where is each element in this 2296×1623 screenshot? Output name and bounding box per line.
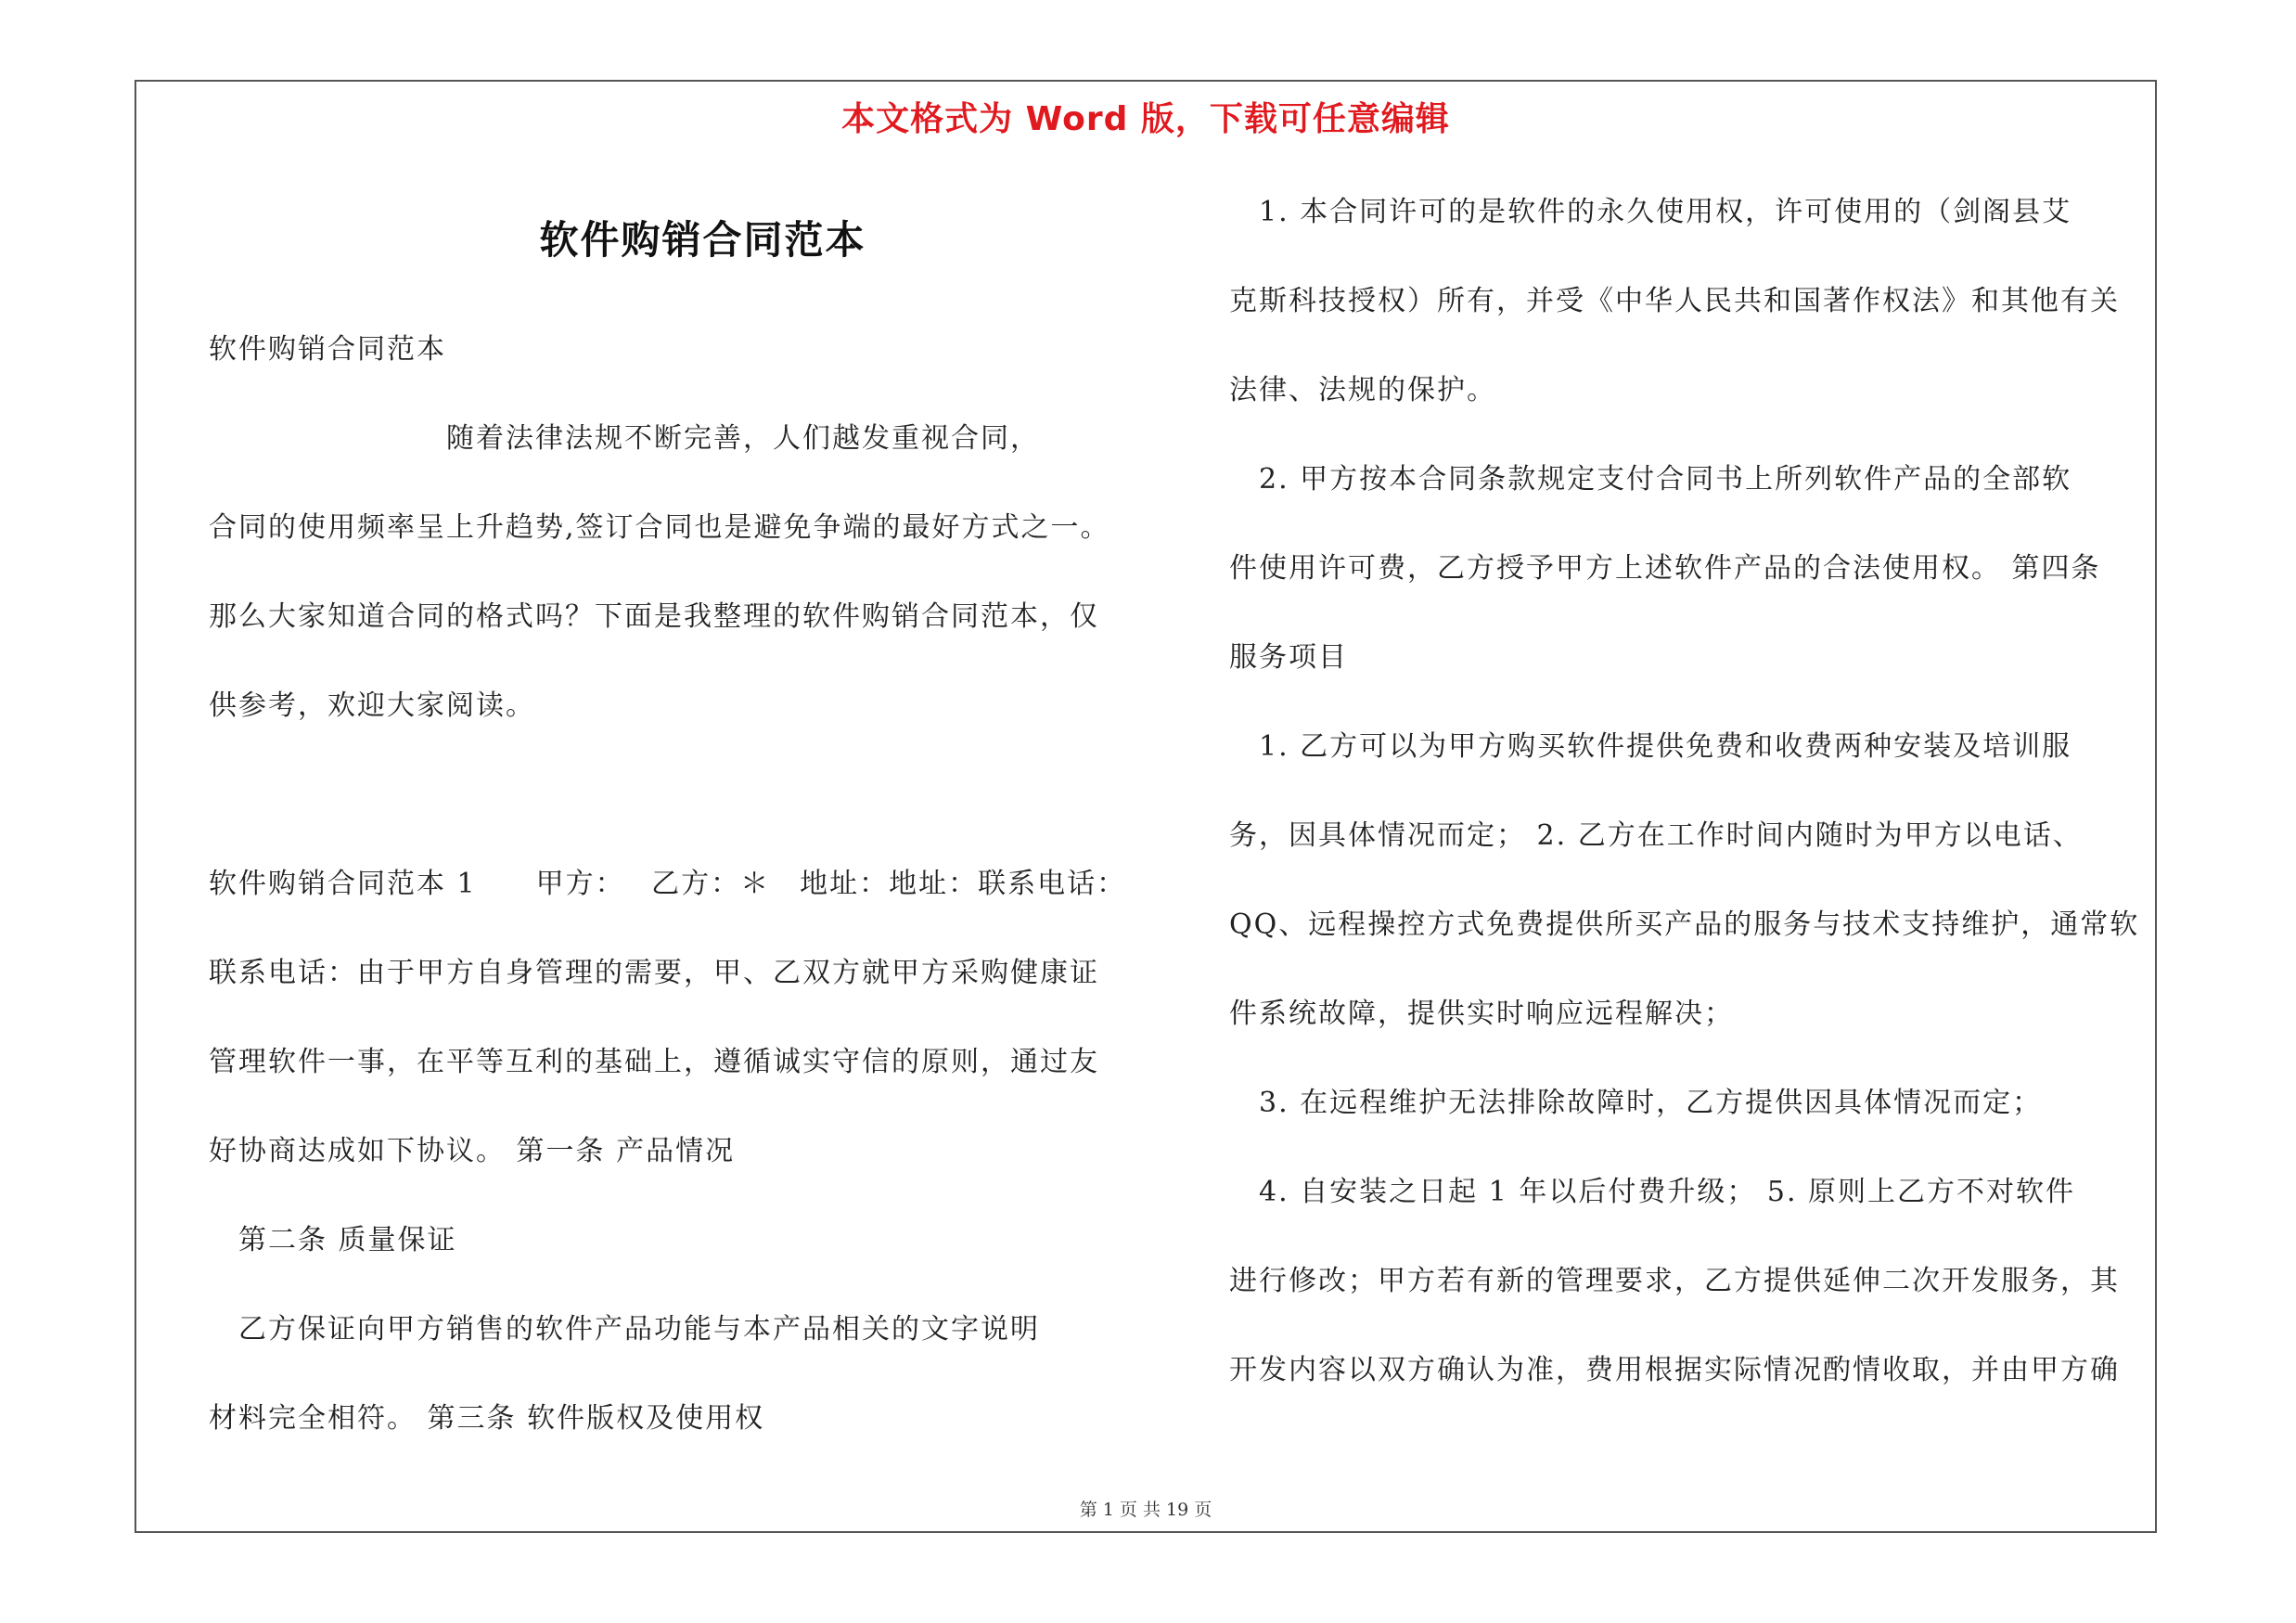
body-line: 联系电话：由于甲方自身管理的需要，甲、乙双方就甲方采购健康证 [209,957,1099,989]
page-number-footer: 第 1 页 共 19 页 [1079,1500,1212,1520]
body-line: 4. 自安装之日起 1 年以后付费升级； 5. 原则上乙方不对软件 [1229,1176,2076,1208]
body-line: 件使用许可费，乙方授予甲方上述软件产品的合法使用权。 第四条 [1229,552,2101,585]
body-line: 2. 甲方按本合同条款规定支付合同书上所列软件产品的全部软 [1229,463,2072,496]
body-line: 3. 在远程维护无法排除故障时，乙方提供因具体情况而定； [1229,1087,2043,1119]
body-line: 材料完全相符。 第三条 软件版权及使用权 [209,1402,765,1435]
word-format-banner: 本文格式为 Word 版，下载可任意编辑 [841,100,1450,138]
document-title: 软件购销合同范本 [539,217,866,263]
body-line: 合同的使用频率呈上升趋势,签订合同也是避免争端的最好方式之一。 [209,511,1110,544]
body-line: 好协商达成如下协议。 第一条 产品情况 [209,1135,736,1167]
body-line: QQ、远程操控方式免费提供所买产品的服务与技术支持维护，通常软 [1229,908,2140,941]
section-heading: 第二条 质量保证 [209,1224,457,1256]
body-line: 供参考，欢迎大家阅读。 [209,689,535,722]
body-line: 1. 乙方可以为甲方购买软件提供免费和收费两种安装及培训服 [1229,730,2072,763]
body-line: 随着法律法规不断完善，人们越发重视合同， [209,422,1040,455]
body-line: 乙方保证向甲方销售的软件产品功能与本产品相关的文字说明 [209,1313,1040,1346]
body-line: 件系统故障，提供实时响应远程解决； [1229,998,1734,1030]
body-line: 服务项目 [1229,641,1348,674]
body-line: 进行修改；甲方若有新的管理要求，乙方提供延伸二次开发服务，其 [1229,1265,2120,1297]
body-line: 法律、法规的保护。 [1229,374,1496,406]
body-line: 软件购销合同范本 [209,333,446,366]
body-line: 务，因具体情况而定； 2. 乙方在工作时间内随时为甲方以电话、 [1229,819,2083,852]
body-line: 软件购销合同范本 1 甲方： 乙方：＊ 地址：地址：联系电话： [209,868,1127,900]
body-line: 1. 本合同许可的是软件的永久使用权，许可使用的（剑阁县艾 [1229,196,2072,228]
body-line: 那么大家知道合同的格式吗？下面是我整理的软件购销合同范本，仅 [209,600,1099,633]
body-line: 克斯科技授权）所有，并受《中华人民共和国著作权法》和其他有关 [1229,285,2120,317]
body-line: 开发内容以双方确认为准，费用根据实际情况酌情收取，并由甲方确 [1229,1354,2120,1386]
page-frame [135,80,2157,1533]
body-line: 管理软件一事，在平等互利的基础上，遵循诚实守信的原则，通过友 [209,1046,1099,1078]
